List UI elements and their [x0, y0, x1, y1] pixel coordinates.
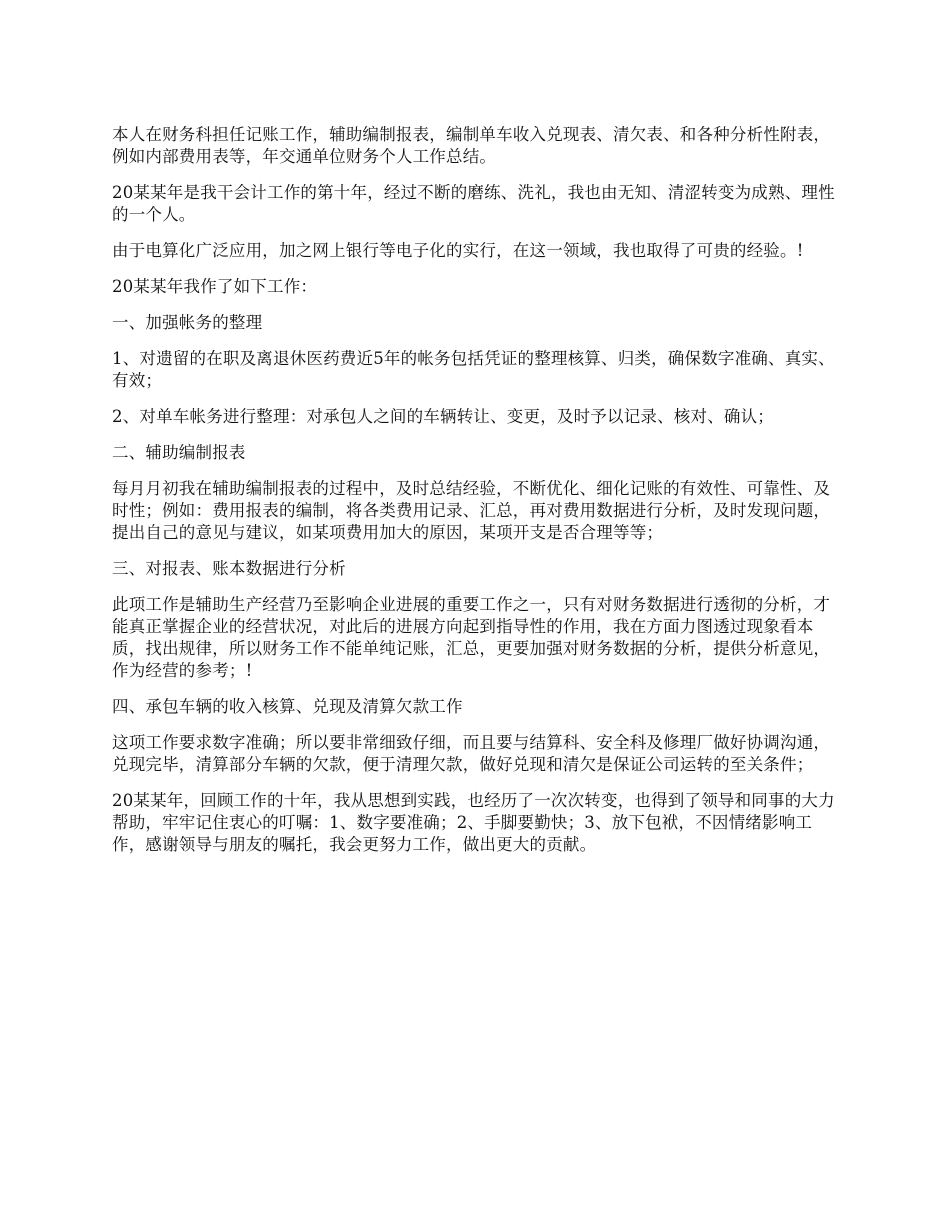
paragraph-report-compilation: 每月月初我在辅助编制报表的过程中，及时总结经验，不断优化、细化记账的有效性、可靠性、及时性；例如：费用报表的编制，将各类费用记录、汇总，再对费用数据进行分析，及时发现问题，提出自己的意见与建议，如某项费用加大的原因，某项开支是否合理等等；	[112, 479, 831, 542]
section-heading-2: 二、辅助编制报表	[112, 443, 246, 462]
section-heading-4: 四、承包车辆的收入核算、兑现及清算欠款工作	[112, 697, 463, 716]
document-body	[112, 124, 840, 870]
section-heading-1: 一、加强帐务的整理	[112, 313, 263, 332]
paragraph-tenth-year: 20某某年是我干会计工作的第十年，经过不断的磨练、洗礼，我也由无知、清涩转变为成熟、理性的一个人。	[112, 183, 835, 224]
paragraph-intro: 本人在财务科担任记账工作，辅助编制报表，编制单车收入兑现表、清欠表、和各种分析性附表，例如内部费用表等，年交通单位财务个人工作总结。	[112, 125, 831, 166]
section-heading-3: 三、对报表、账本数据进行分析	[112, 559, 346, 578]
list-item-1: 1、对遗留的在职及离退休医药费近5年的帐务包括凭证的整理核算、归类，确保数字准确、真实、有效；	[112, 349, 835, 390]
paragraph-computerization: 由于电算化广泛应用，加之网上银行等电子化的实行，在这一领域，我也取得了可贵的经验。!	[112, 241, 804, 260]
paragraph-vehicle-income: 这项工作要求数字准确；所以要非常细致仔细，而且要与结算科、安全科及修理厂做好协调沟通，兑现完毕，清算部分车辆的欠款，便于清理欠款，做好兑现和清欠是保证公司运转的至关条件；	[112, 733, 831, 774]
paragraph-work-list-intro: 20某某年我作了如下工作：	[112, 277, 318, 296]
paragraph-data-analysis: 此项工作是辅助生产经营乃至影响企业进展的重要工作之一，只有对财务数据进行透彻的分析，才能真正掌握企业的经营状况，对此后的进展方向起到指导性的作用，我在方面力图透过现象看本质，找出规律，所以财务工作不能单纯记账，汇总，更要加强对财务数据的分析，提供分析意见，作为经营的参考；!	[112, 595, 831, 680]
paragraph-conclusion: 20某某年，回顾工作的十年，我从思想到实践，也经历了一次次转变，也得到了领导和同事的大力帮助，牢牢记住衷心的叮嘱：1、数字要准确；2、手脚要勤快；3、放下包袱，不因情绪影响工作，感谢领导与朋友的嘱托，我会更努力工作，做出更大的贡献。	[112, 791, 835, 854]
list-item-2: 2、对单车帐务进行整理：对承包人之间的车辆转让、变更，及时予以记录、核对、确认；	[112, 407, 774, 426]
